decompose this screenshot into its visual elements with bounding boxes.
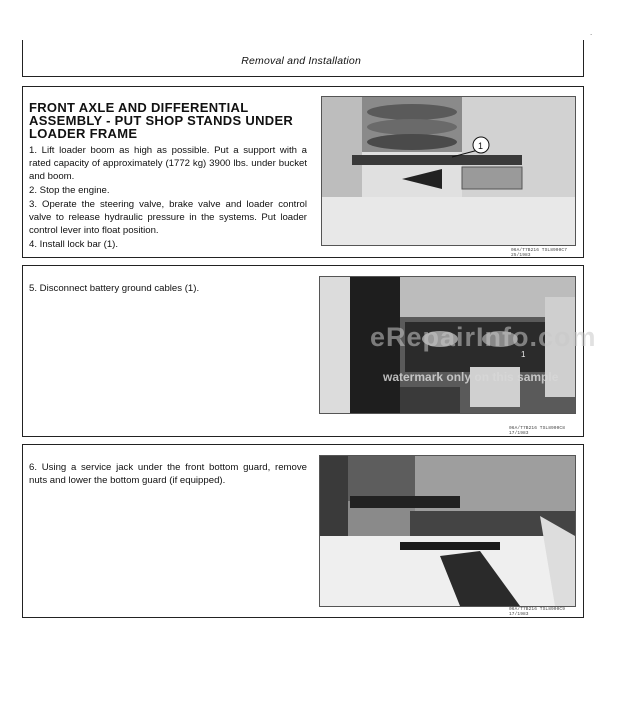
bottom-guard-illustration <box>320 456 575 606</box>
photo-caption: 06A/T7B216 TSL8900C8 17/1983 <box>509 426 566 436</box>
corner-mark: . <box>590 28 593 37</box>
callout-label: 1 <box>478 141 484 151</box>
section-front-axle <box>22 86 584 258</box>
steps-list <box>29 461 307 488</box>
step-4: 4. Install lock bar (1). <box>29 239 119 250</box>
page-header <box>22 40 584 77</box>
section-heading <box>29 101 309 140</box>
lock-bar-illustration <box>322 97 575 245</box>
step-1: 1. Lift loader boom as high as possible. Put a support with a rated capacity of approximately (1772 kg) 3900 lbs. under bucket and boom. <box>29 145 307 182</box>
heading-line-2: ASSEMBLY - PUT SHOP STANDS UNDER <box>29 113 294 128</box>
heading-line-3: LOADER FRAME <box>29 126 138 141</box>
section-bottom-guard <box>22 444 584 618</box>
step-3: 3. Operate the steering valve, brake valve and loader control valve to release hydraulic pressure in the systems. Put loader control lever into float position. <box>29 199 307 236</box>
lock-bar-photo <box>321 96 576 246</box>
watermark-note: watermark only on this sample <box>383 370 559 384</box>
callout-label: 1 <box>521 350 526 359</box>
heading-line-1: FRONT AXLE AND DIFFERENTIAL <box>29 100 249 115</box>
steps-list <box>29 282 307 296</box>
step-2: 2. Stop the engine. <box>29 185 110 196</box>
photo-caption: 06A/T7B216 TSL8900C9 17/1983 <box>509 607 566 617</box>
photo-caption: 06A/T7B216 TSL8900C7 25/1983 <box>511 248 568 258</box>
steps-list <box>29 144 307 252</box>
step-5: 5. Disconnect battery ground cables (1). <box>29 283 200 294</box>
header-title: Removal and Installation <box>241 55 361 67</box>
watermark-site: eRepairInfo.com <box>370 322 597 352</box>
bottom-guard-photo <box>319 455 576 607</box>
step-6: 6. Using a service jack under the front bottom guard, remove nuts and lower the bottom guard (if equipped). <box>29 462 307 486</box>
